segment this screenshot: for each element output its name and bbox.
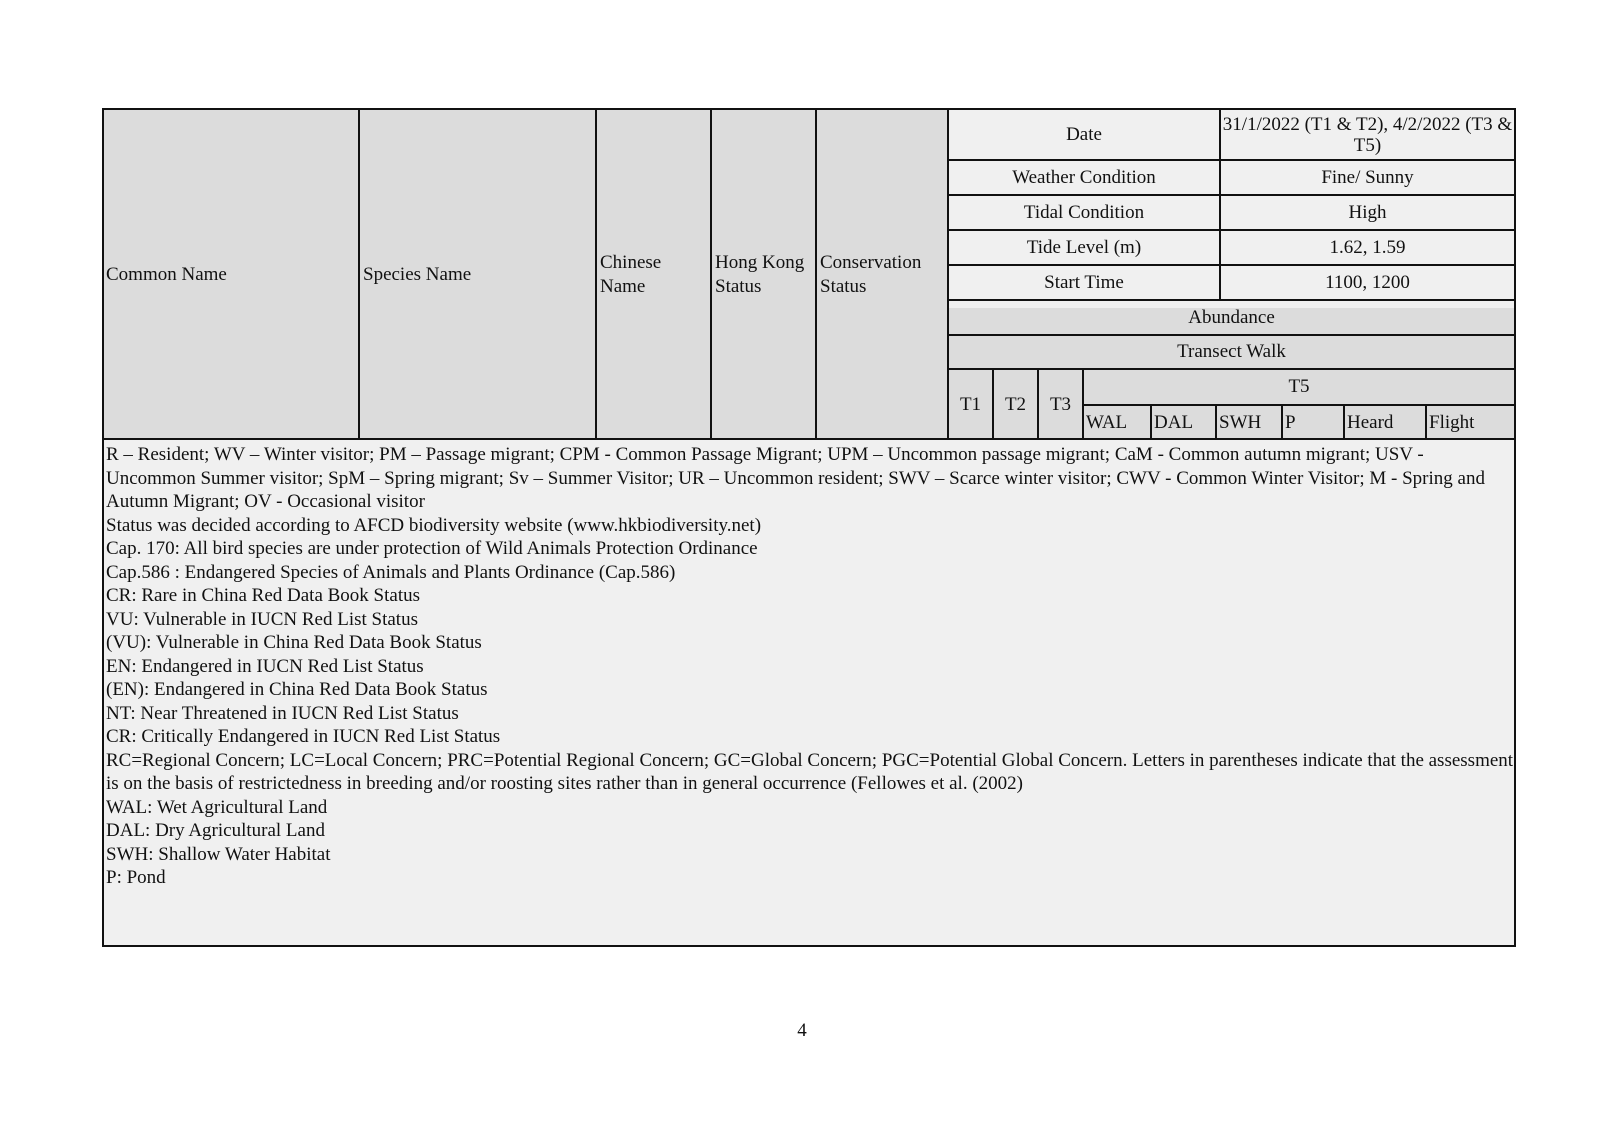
header-common-name: Common Name [106,264,227,285]
legend-line: Cap. 170: All bird species are under protection of Wild Animals Protection Ordinance [106,538,758,559]
legend-line: (VU): Vulnerable in China Red Data Book Status [106,632,482,653]
header-t2: T2 [1004,394,1027,415]
header-wal: WAL [1086,412,1128,433]
header-p: P [1285,412,1296,433]
page-number: 4 [797,1020,807,1041]
legend-line: R – Resident; WV – Winter visitor; PM – Passage migrant; CPM - Common Passage Migrant; UPM – Uncommon passage migrant; CaM - Common autumn migrant; USV - Uncommon Summer visitor; SpM – Spring migrant; Sv – Summer Visitor; UR – Uncommon resident; SWV – Scarce winter visitor; CWV - Common Winter Visitor; M - Spring and Autumn Migrant; OV - Occasional visitor [106,444,1485,512]
transect-walk-header: Transect Walk [1177,341,1286,362]
header-species-name: Species Name [363,264,472,285]
header-t1: T1 [959,394,982,415]
legend-line: CR: Rare in China Red Data Book Status [106,585,421,606]
header-flight: Flight [1429,412,1475,433]
header-t5: T5 [1288,376,1310,397]
date-label: Date [1066,123,1102,145]
bird-survey-table [102,108,1516,947]
legend-line: (EN): Endangered in China Red Data Book Status [106,679,488,700]
tide-level-value: 1.62, 1.59 [1329,236,1406,258]
weather-label: Weather Condition [1012,166,1156,188]
weather-value: Fine/ Sunny [1321,166,1414,188]
tide-level-label: Tide Level (m) [1026,236,1142,258]
legend-line: DAL: Dry Agricultural Land [106,820,325,841]
legend-line: RC=Regional Concern; LC=Local Concern; PRC=Potential Regional Concern; GC=Global Concern; PGC=Potential Global Concern. Letters in parentheses indicate that the assessment is on the basis of restrictedness in breeding and/or roosting sites rather than in general occurrence (Fellowes et al. (2002) [106,749,1514,794]
header-chinese-name: Chinese Name [600,252,662,297]
header-swh: SWH [1219,412,1262,433]
legend-line: NT: Near Threatened in IUCN Red List Status [106,702,459,724]
legend-line: CR: Critically Endangered in IUCN Red List Status [106,726,501,747]
date-value: 31/1/2022 (T1 & T2), 4/2/2022 (T3 & T5) [1222,113,1513,156]
header-hk-status: Hong Kong Status [715,252,805,297]
legend-line: EN: Endangered in IUCN Red List Status [106,655,424,677]
header-heard: Heard [1347,412,1394,433]
tidal-label: Tidal Condition [1023,201,1145,223]
header-t3: T3 [1049,394,1072,415]
legend-line: Status was decided according to AFCD biodiversity website (www.hkbiodiversity.net) [106,514,762,536]
legend-line: Cap.586 : Endangered Species of Animals and Plants Ordinance (Cap.586) [106,561,676,583]
abundance-header: Abundance [1188,307,1275,328]
tidal-value: High [1348,201,1387,223]
header-dal: DAL [1154,412,1194,433]
legend-line: P: Pond [106,867,166,888]
legend-line: VU: Vulnerable in IUCN Red List Status [106,608,418,630]
legend-line: SWH: Shallow Water Habitat [106,843,331,865]
legend-line: WAL: Wet Agricultural Land [106,796,328,818]
start-time-label: Start Time [1044,271,1124,293]
start-time-value: 1100, 1200 [1325,271,1410,293]
legend-notes [106,443,1514,890]
header-conservation-status: Conservation Status [820,252,922,297]
